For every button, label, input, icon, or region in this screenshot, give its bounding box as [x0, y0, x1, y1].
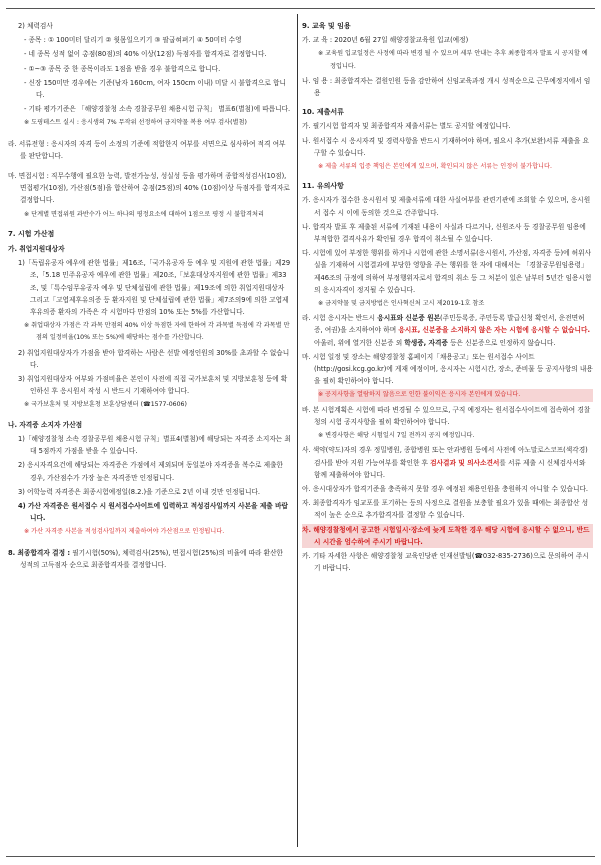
notice-ba-note: ※ 변경사항은 해당 시험일시 7일 전까지 공지 예정입니다. — [318, 432, 475, 440]
section-8 — [8, 547, 291, 571]
fitness-title: 2) 체력검사 — [18, 22, 53, 30]
cert-item-3: 3) 어학능력 자격증은 최종시험예정일(8.2.)을 기준으로 2년 이내 것만 인정됩니다. — [18, 487, 261, 496]
section-9-heading: 9. 교육 및 임용 — [302, 22, 351, 30]
veteran-item-3: 3) 취업지원대상자 여부와 가점비율은 본인이 사전에 직접 국가보훈처 및 지방보훈청 등에 확인하신 후 응시원서 작성 시 반드시 기재하여야 합니다. — [18, 375, 288, 396]
doc-review: 라. 서류전형 : 응시자의 자격 등이 소정의 기준에 적합한지 여부를 서면으로 심사하여 적격 여부를 판단합니다. — [8, 139, 286, 160]
section-7a-heading: 가. 취업지원대상자 — [8, 245, 65, 254]
veteran-contact: ※ 국가보훈처 및 지방보훈청 보훈상담센터 (☎1577-0606) — [24, 401, 187, 409]
submit-item-b: 나. 원서접수 시 응시자격 및 경력사항을 반드시 기재하여야 하며, 필요시 추가(보완)서류 제출을 요구할 수 있습니다. — [302, 136, 589, 157]
cert-item-1: 1)「해양경찰청 소속 경찰공무원 채용시험 규칙」별표4(별첨)에 해당되는 자격증 소지자는 최대 5점까지 가점을 받을 수 있습니다. — [18, 434, 291, 456]
fitness-doping-note: ※ 도핑테스트 실시 : 응시생의 7% 무작위 선정하여 금지약물 복용 여부 검사(별첨) — [24, 119, 247, 127]
interview-note: ※ 단계별 면접위원 과반수가 어느 하나의 평정요소에 대하여 1점으로 평정 시 불합격처리 — [24, 210, 264, 218]
fitness-fail: - 네 종목 성적 없이 총점(80점)의 40% 이상(12점) 득점자를 합격자로 결정합니다. — [24, 50, 267, 59]
notice-ma-note: ※ 공지사항을 열람하지 않음으로 인한 불이익은 응시자 본인에게 있습니다. — [318, 389, 593, 401]
notice-ra-mid: (주민등록증, 주민등록 발급신청 확인서, 운전면허증, 여권)을 소지하여야 하며 — [314, 314, 585, 335]
submit-item-a: 가. 필기시험 합격자 및 최종합격자 제출서류는 별도 공지할 예정입니다. — [302, 122, 511, 131]
bottom-rule — [6, 856, 595, 857]
section-10-heading: 10. 제출서류 — [302, 108, 344, 117]
column-divider — [297, 14, 298, 847]
appointment-item: 나. 임 용 : 최종합격자는 결원인원 등을 감안하여 신임교육과정 개시 성적순으로 근무예정지에서 임용 — [302, 76, 591, 98]
submit-note: ※ 제출 서류의 입증 책임은 본인에게 있으며, 확인되지 않은 서류는 인정이 불가합니다. — [318, 163, 552, 171]
notice-ra-pre: 라. 시험 응시자는 반드시 — [302, 314, 378, 323]
notice-ra-end: 등은 신분증으로 인정하지 않습니다. — [447, 338, 556, 347]
section-11-heading: 11. 유의사항 — [302, 182, 344, 191]
notice-ka: 카. 기타 자세한 사항은 해양경찰청 교육인당관 인재선발팀(☎032-835-2736)으로 문의하여 주시기 바랍니다. — [302, 551, 589, 573]
cert-item-2: 2) 응시자격요건에 해당되는 자격증은 가점에서 제외되며 동일분야 자격증을 복수로 제출한 경우, 가산점수가 가장 높은 자격증만 인정됩니다. — [18, 461, 284, 482]
veteran-item-2: 2) 취업지원대상자가 가점을 받아 합격하는 사람은 선발 예정인원의 30%를 초과할 수 없습니다. — [18, 348, 290, 369]
left-column — [8, 20, 291, 845]
fitness-other: - 기타 평가기준은 「해양경찰청 소속 경찰공무원 채용시험 규칙」 별표6(별첨)에 따릅니다. — [24, 105, 291, 114]
notice-da: 다. 시험에 있어 부정한 행위를 하거나 시험에 관한 소명서류(응시원서, 가산점, 자격증 등)에 허위사실을 기재하여 시험결과에 부당한 영향을 주는 행위를 한 자에 대해서는 「경찰공무원임용령」제46조의 규정에 의하여 부정행위자로서 합격의 취소 등 그 처분이 있은 날부터 5년간 임용시험의 응시자격이 정지될 수 있습니다. — [302, 249, 592, 294]
education-note: ※ 교육원 입교일정은 사정에 따라 변경 될 수 있으며 세부 안내는 추후 최종합격자 발표 시 공지할 예정입니다. — [318, 50, 588, 70]
notice-ra-id-required: 응시표와 신분증 원본 — [377, 314, 441, 323]
fitness-zero: - ①~③ 종목 중 한 종목이라도 1점을 받을 경우 불합격으로 합니다. — [24, 64, 221, 73]
right-column — [302, 20, 593, 845]
top-rule — [6, 8, 595, 9]
notice-ra-warning: 응시표, 신분증을 소지하지 않은 자는 시험에 응시할 수 없습니다. — [398, 326, 590, 335]
fitness-height: - 신장 150미만 경우에는 기준(남자 160cm, 여자 150cm 이내) 미달 시 불합격으로 합니다. — [24, 78, 286, 100]
notice-ma: 마. 시험 일정 및 장소는 해양경찰청 홈페이지「채용공고」또는 원서접수 사이트(http://gosi.kcg.go.kr)에 게재 예정이며, 응시자는 시험시간, 장소, 준비물 등 공지사항의 내용을 필히 확인하여야 합니다. — [302, 352, 593, 386]
notice-sa: 사. 색약(약도)자의 경우 정밀병원, 종합병원 또는 안과병원 등에서 사전에 아노말로스코프(색각경) 검사를 받아 지원 가능여부를 확인한 후 검사결과 및 의사소견서를 서류 제출 시 신체검사서와 함께 제출하여야 합니다. — [302, 446, 588, 479]
notice-cha: 차. 해양경찰청에서 공고한 시험일시·장소에 늦게 도착한 경우 해당 시험에 응시할 수 없으니, 반드시 시간을 엄수하여 주시기 바랍니다. — [302, 524, 593, 548]
notice-ra-post: 아울러, 위에 열거한 신분증 외 — [314, 338, 405, 347]
interview-exam: 마. 면접시험 : 직무수행에 필요한 능력, 발전가능성, 성실성 등을 평가하며 종합적성검사(10점), 면접평가(10점), 가산점(5점)을 합산하여 총점(25점)의 40% (10점)이상 득점자를 합격자로 결정합니다. — [8, 172, 290, 205]
notice-ga: 가. 응시자가 접수한 응시원서 및 제출서류에 대한 사실여부를 관련기관에 조회할 수 있으며, 응시원서 접수 시 이에 동의한 것으로 간주합니다. — [302, 196, 591, 217]
veteran-item-1: 1)「독립유공자 예우에 관한 법률」제16조,「국가유공자 등 예우 및 지원에 관한 법률」제29조,「5.18 민주유공자 예우에 관한 법률」제20조,「보훈대상자지원에 관한 법률」제33조, 및「특수임무유공자 예우 및 단체설립에 관한 법률」제19조에 의한 취업지원대상자 그리고「고엽제후유의증 등 환자지원 및 단체설립에 관한 법률」제7조의9에 의한 고엽제후유의증 환자의 가족은 각 시험마다 만점의 10% 또는 5%를 가산합니다. — [18, 259, 291, 317]
education-item: 가. 교 육 : 2020년 6월 27일 해양경찰교육원 입교(예정) — [302, 36, 469, 45]
fitness-events: - 종목 : ① 100미터 달리기 ② 윗몸일으키기 ③ 팔굽혀펴기 ④ 50미터 수영 — [24, 36, 242, 45]
notice-ja: 자. 최종합격자가 임교포를 포기하는 등의 사정으로 결원을 보충할 필요가 있을 때에는 최종합산 성적이 높은 순으로 추가합격자를 결정할 수 있습니다. — [302, 499, 589, 520]
notice-na: 나. 합격자 발표 후 제출된 서류에 기재된 내용이 사실과 다르거나, 신원조사 등 경찰공무원 임용에 부적합한 결격사유가 확인될 경우 합격이 취소될 수 있습니다. — [302, 222, 586, 244]
notice-ra — [302, 312, 593, 349]
notice-da-note: ※ 금지약물 및 금지방법은 인사혁신처 고시 제2019-1호 참조 — [318, 300, 485, 308]
section-7b-heading: 나. 자격증 소지자 가산점 — [8, 420, 83, 429]
section-8-text: 필기시험(50%), 체력검사(25%), 면접시험(25%)의 비율에 따라 환산한 성적의 고득점자 순으로 최종합격자를 결정합니다. — [20, 548, 283, 569]
notice-a: 아. 응시대상자가 합격기준을 충족하지 못할 경우 예정된 채용인원을 충원하지 아니할 수 있습니다. — [302, 484, 589, 493]
cert-note: ※ 가산 자격증 사본을 적성검사일까지 제출하여야 가산점으로 인정됩니다. — [24, 528, 225, 536]
notice-sa-highlight: 검사결과 및 의사소견서 — [430, 458, 500, 467]
section-7-heading: 7. 시험 가산점 — [8, 229, 55, 238]
veteran-note: ※ 취업대상자 가점은 각 과목 만점의 40% 이상 득점한 자에 한하여 각 과목별 득점에 각 과목별 만점의 일정비율(10% 또는 5%)에 해당하는 점수를 가산합니다. — [24, 322, 290, 342]
notice-ra-invalid-id: 학생증, 자격증 — [404, 338, 448, 347]
section-8-heading: 8. 최종합격자 결정 : — [8, 548, 71, 557]
notice-ba: 바. 본 시험계획은 시험에 따라 변경될 수 있으므로, 구직 예정자는 원서접수사이트에 접속하여 경찰청의 시험 공지사항을 필히 확인하여야 합니다. — [302, 405, 591, 426]
cert-item-4: 4) 가산 자격증은 원서접수 시 원서접수사이트에 입력하고 적성검사일까지 사본을 제출 바랍니다. — [18, 501, 289, 523]
